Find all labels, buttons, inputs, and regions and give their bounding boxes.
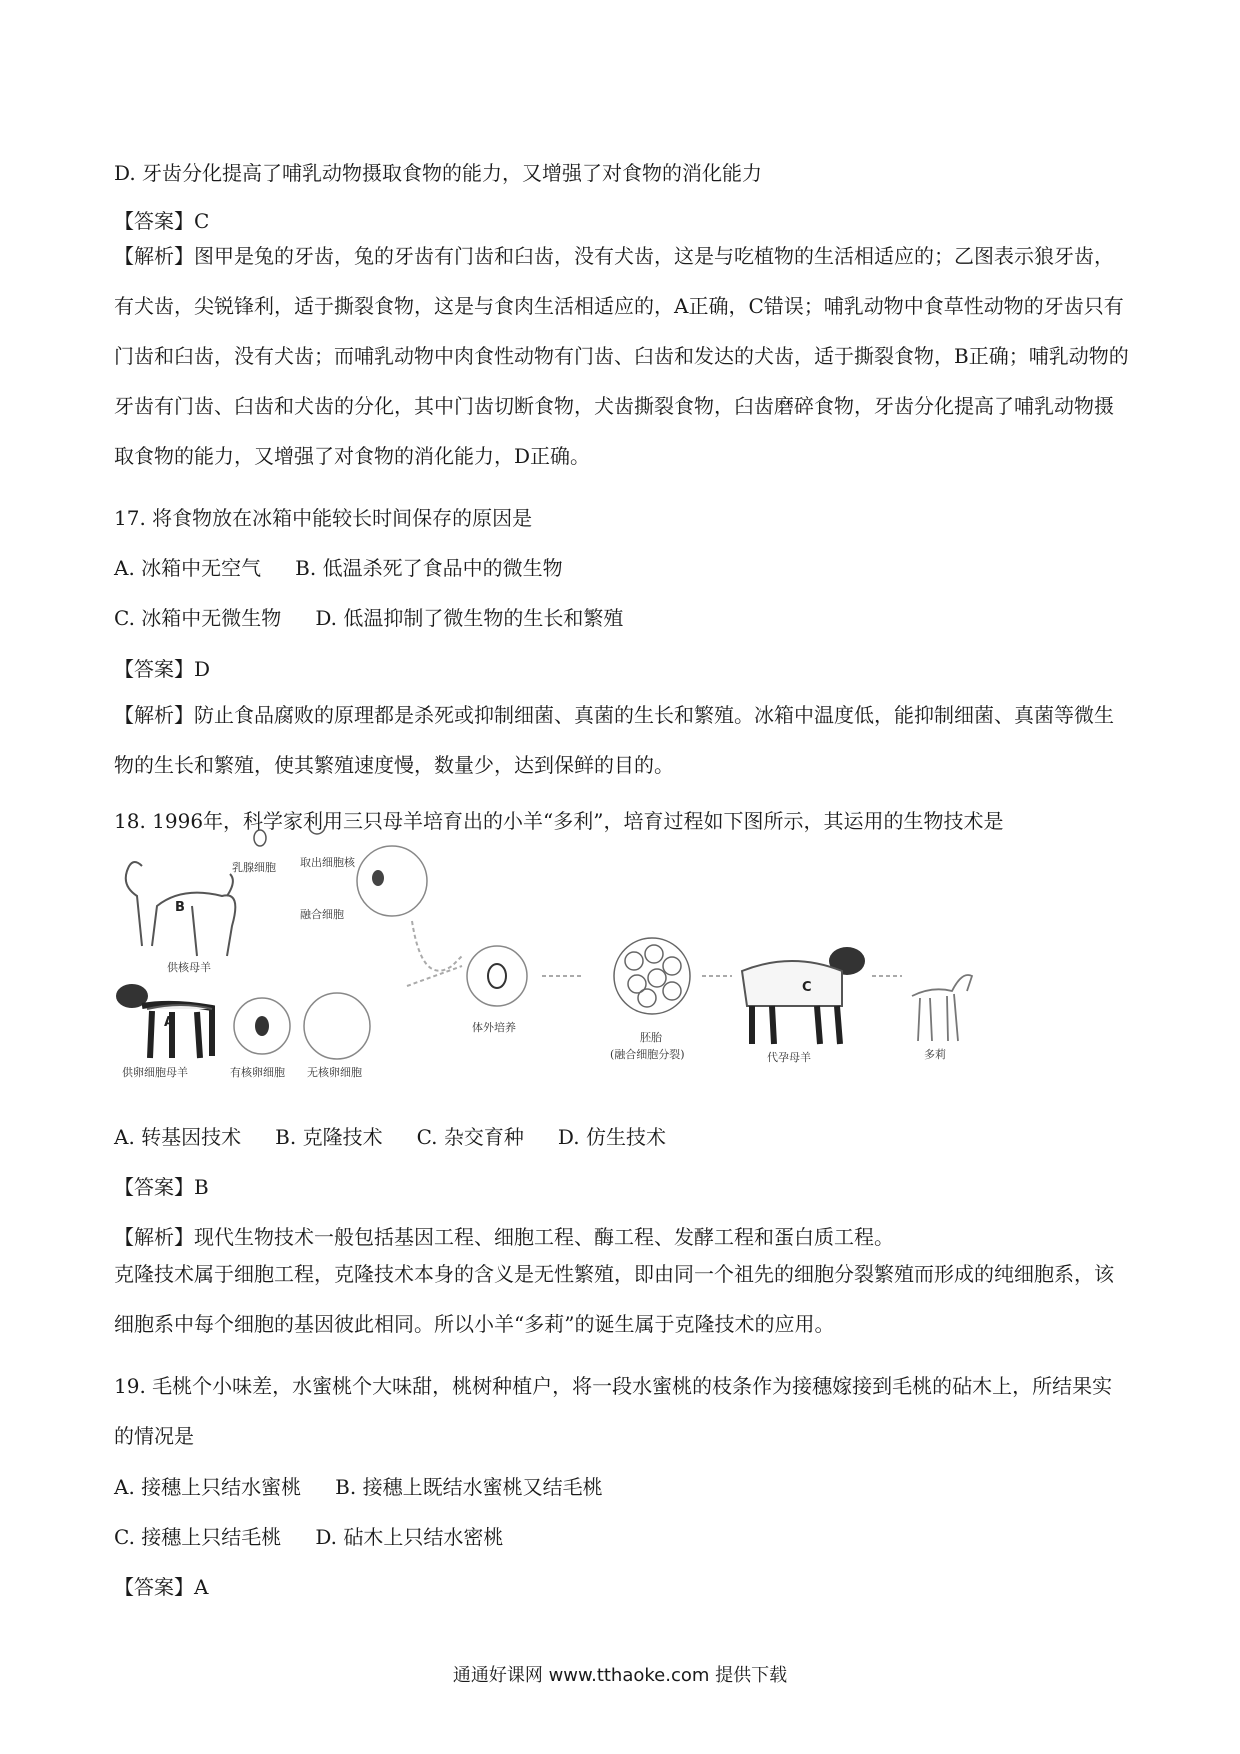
q18-options [114, 1124, 1130, 1150]
embryo-icon [614, 938, 690, 1014]
q17-option-a: A. 冰箱中无空气 [114, 556, 262, 580]
label-donor-nucleus-sheep: 供核母羊 [167, 961, 211, 974]
q17-answer: 【答案】D [114, 657, 211, 681]
q18-option-d: D. 仿生技术 [557, 1125, 666, 1149]
q19-options-row1 [114, 1474, 1130, 1500]
label-egg-donor-sheep: 供卵细胞母羊 [122, 1066, 188, 1079]
fused-cell-nucleus-icon [372, 870, 384, 886]
label-embryo: 胚胎 [640, 1031, 662, 1044]
dolly-illustration [912, 975, 972, 1041]
label-mammary-cell: 乳腺细胞 [232, 861, 276, 874]
q18-analysis-line2: 克隆技术属于细胞工程，克隆技术本身的含义是无性繁殖，即由同一个祖先的细胞分裂繁殖而形成的纯细胞系，该细胞系中每个细胞的基因彼此相同。所以小羊“多莉”的诞生属于克隆技术的应用。 [114, 1262, 1114, 1336]
nucleus-cell-icon [309, 826, 325, 834]
q19-option-d: D. 砧木上只结水密桃 [315, 1525, 504, 1549]
sheep-a-letter: A [164, 1015, 175, 1030]
culture-cell-icon [467, 946, 527, 1006]
q17-option-b: B. 低温杀死了食品中的微生物 [295, 556, 563, 580]
q17-options-row2 [114, 605, 1130, 631]
q16-option-d: D. 牙齿分化提高了哺乳动物摄取食物的能力，又增强了对食物的消化能力 [114, 161, 763, 185]
q19-option-c: C. 接穗上只结毛桃 [114, 1525, 282, 1549]
arrow-to-culture [412, 921, 462, 971]
page-footer: 通通好课网 www.tthaoke.com 提供下载 [452, 1665, 788, 1686]
q18-option-c: C. 杂交育种 [416, 1125, 524, 1149]
cloning-process-figure [112, 826, 1012, 1126]
q19-answer: 【答案】A [114, 1575, 209, 1599]
sheep-c-letter: C [802, 980, 812, 995]
q18-analysis-line1: 【解析】现代生物技术一般包括基因工程、细胞工程、酶工程、发酵工程和蛋白质工程。 [114, 1225, 894, 1249]
q19-option-b: B. 接穗上既结水蜜桃又结毛桃 [335, 1475, 603, 1499]
label-surrogate: 代孕母羊 [767, 1051, 811, 1064]
label-embryo-note: (融合细胞分裂) [610, 1048, 685, 1061]
q16-answer: 【答案】C [114, 209, 210, 233]
q17-options-row1 [114, 555, 1130, 581]
arrow-egg-to-culture [407, 966, 462, 986]
egg-without-nucleus-icon [304, 993, 370, 1059]
q17-analysis: 【解析】防止食品腐败的原理都是杀死或抑制细菌、真菌的生长和繁殖。冰箱中温度低，能抑制细菌、真菌等微生物的生长和繁殖，使其繁殖速度慢，数量少，达到保鲜的目的。 [114, 703, 1114, 777]
q17-option-c: C. 冰箱中无微生物 [114, 606, 282, 630]
q17-question: 17. 将食物放在冰箱中能较长时间保存的原因是 [114, 506, 533, 530]
label-egg-without-nucleus: 无核卵细胞 [307, 1066, 362, 1079]
mammary-cell-icon [254, 830, 266, 846]
q19-question: 19. 毛桃个小味差，水蜜桃个大味甜，桃树种植户，将一段水蜜桃的枝条作为接穗嫁接到毛桃的砧木上，所结果实的情况是 [114, 1374, 1113, 1448]
q18-option-b: B. 克隆技术 [275, 1125, 383, 1149]
label-dolly: 多莉 [924, 1048, 946, 1061]
sheep-c-illustration [742, 947, 865, 1044]
q17-option-d: D. 低温抑制了微生物的生长和繁殖 [315, 606, 624, 630]
label-fused-cell: 融合细胞 [300, 908, 344, 921]
sheep-b-letter: B [175, 900, 185, 915]
label-egg-with-nucleus: 有核卵细胞 [230, 1066, 285, 1079]
q18-answer: 【答案】B [114, 1175, 209, 1199]
q19-options-row2 [114, 1524, 1130, 1550]
culture-nucleus-icon [488, 964, 506, 988]
egg-nucleus-icon [255, 1016, 269, 1036]
q19-option-a: A. 接穗上只结水蜜桃 [114, 1475, 302, 1499]
fused-cell-icon [357, 846, 427, 916]
label-culture: 体外培养 [472, 1021, 516, 1034]
q18-question: 18. 1996年，科学家利用三只母羊培育出的小羊“多利”，培育过程如下图所示，其运用的生物技术是 [114, 809, 1004, 833]
label-extract-nucleus: 取出细胞核 [300, 856, 355, 869]
q18-option-a: A. 转基因技术 [114, 1125, 242, 1149]
q16-analysis: 【解析】图甲是兔的牙齿，兔的牙齿有门齿和臼齿，没有犬齿，这是与吃植物的生活相适应的；乙图表示狼牙齿，有犬齿，尖锐锋利，适于撕裂食物，这是与食肉生活相适应的，A正确，C错误；哺乳动物中食草性动物的牙齿只有门齿和臼齿，没有犬齿；而哺乳动物中肉食性动物有门齿、臼齿和发达的犬齿，适于撕裂食物，B正确；哺乳动物的牙齿有门齿、臼齿和犬齿的分化，其中门齿切断食物，犬齿撕裂食物，臼齿磨碎食物，牙齿分化提高了哺乳动物摄取食物的能力，又增强了对食物的消化能力，D正确。 [114, 244, 1129, 468]
